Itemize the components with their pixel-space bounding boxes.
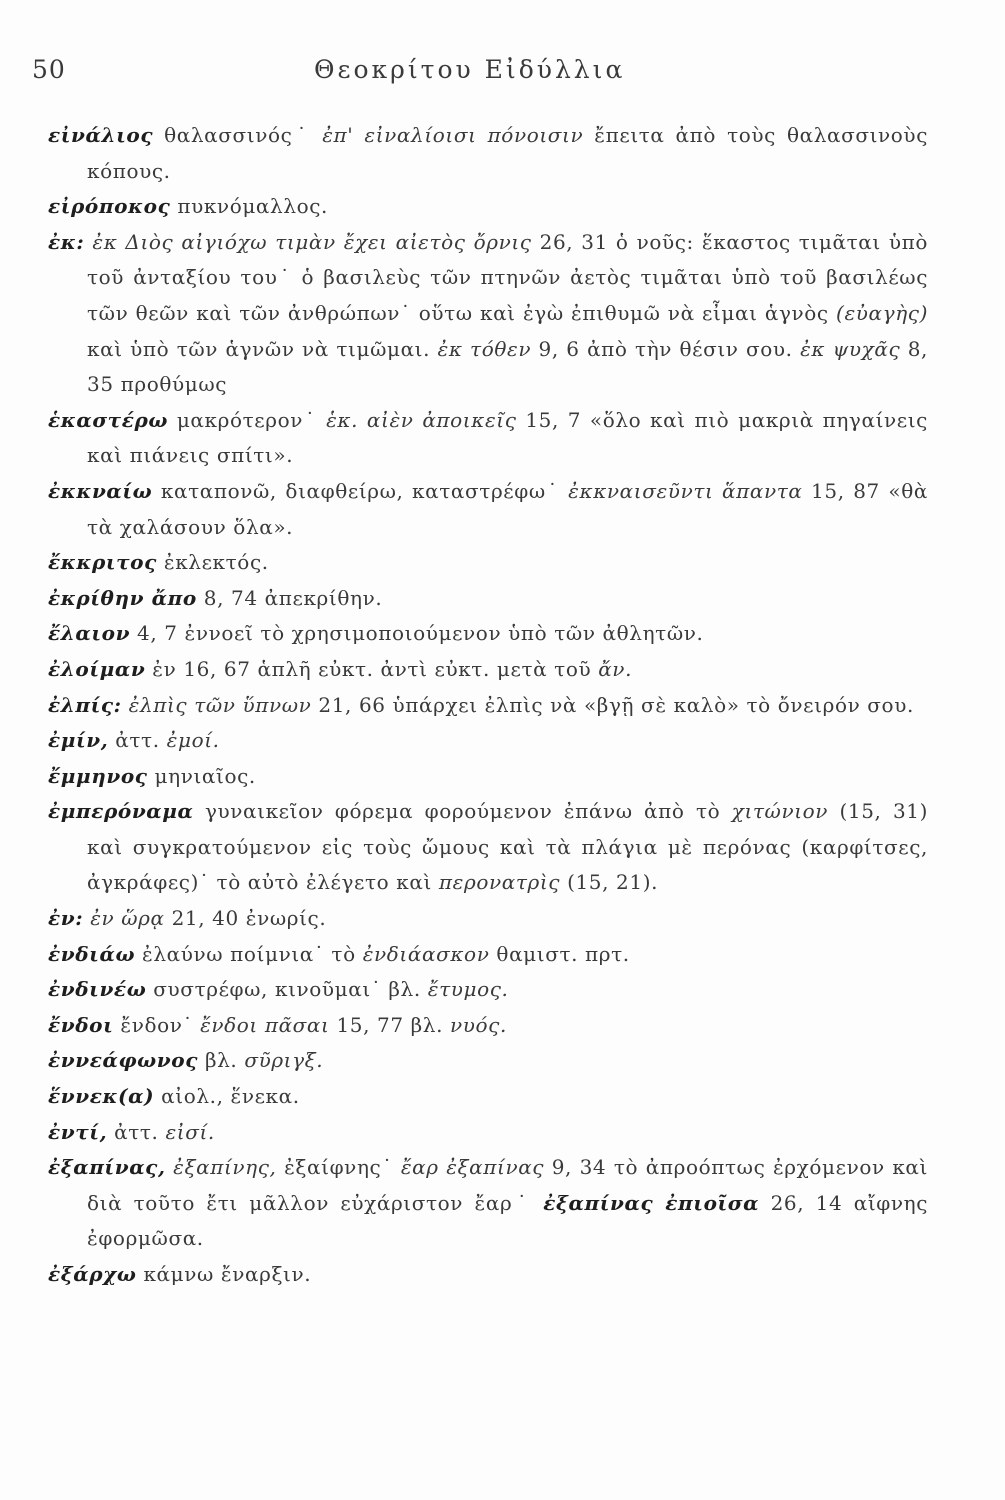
glossary-entry — [48, 403, 928, 474]
entry-headword: ἐντί, — [48, 1119, 108, 1144]
page-number: 50 — [32, 55, 66, 84]
entry-headword: εἰνάλιος — [48, 123, 154, 147]
entry-citation: ἔνδοι πᾶσαι — [200, 1012, 330, 1037]
glossary-entry — [48, 937, 928, 973]
running-header — [32, 55, 642, 95]
entry-headword: ἐξάρχω — [48, 1262, 137, 1286]
entry-headword: ἔλαιον — [48, 621, 131, 646]
entry-text: 15, 7 «ὅλο καὶ πιὸ μακριὰ πηγαίνεις καὶ πιάνεις σπίτι». — [87, 407, 928, 468]
glossary-entry — [48, 545, 928, 581]
entry-citation: ἐκ ψυχᾶς — [800, 336, 901, 361]
entry-text: πυκνόμαλλος. — [170, 194, 328, 219]
glossary-entry — [48, 901, 928, 937]
entry-text: κάμνω ἔναρξιν. — [136, 1262, 312, 1286]
entry-text: 8, 74 ἀπεκρίθην. — [196, 585, 383, 610]
entry-text: 21, 40 ἐνωρίς. — [164, 906, 327, 931]
entry-text: 8, 35 προθύμως — [87, 336, 929, 397]
entry-headword: ἐν: — [48, 906, 84, 931]
entry-text: 4, 7 ἐννοεῖ τὸ χρησιμοποιούμενον ὑπὸ τῶν ἀθλητῶν. — [130, 621, 704, 646]
entry-text: θαμιστ. πρτ. — [489, 941, 630, 966]
entry-text: 9, 34 τὸ ἀπροόπτως ἐρχόμενον καὶ διὰ τοῦτο ἔτι μᾶλλον εὐχάριστον ἔαρ˙ — [87, 1155, 928, 1215]
entry-text: γυναικεῖον φόρεμα φορούμενον ἐπάνω ἀπὸ τὸ — [193, 799, 732, 824]
entry-headword: ἔνδοι — [48, 1012, 114, 1037]
entry-text: μηνιαῖος. — [147, 763, 256, 788]
entry-citation: ἑκ. αἰὲν ἀποικεῖς — [326, 407, 517, 432]
entry-headword: ἐκρίθην ἄπο — [48, 585, 197, 610]
glossary-entry — [48, 118, 928, 189]
entry-citation: ἔτυμος. — [427, 977, 509, 1002]
entry-headword: ἐλπίς: — [48, 692, 122, 717]
entry-citation: εἰσί. — [165, 1119, 215, 1144]
glossary-entry — [48, 1008, 928, 1044]
entry-headword: ἐκκναίω — [48, 478, 153, 503]
entry-text: ἐκλεκτός. — [156, 550, 269, 575]
entry-citation: ἐκ τόθεν — [437, 336, 532, 361]
entry-text: (15, 31) καὶ συγκρατούμενον εἰς τοὺς ὤμους καὶ τὰ πλάγια μὲ περόνας (καρφίτσες, ἀγκράφες)˙ τὸ αὐτὸ ἐλέγετο καὶ — [87, 799, 928, 895]
entry-citation: χιτώνιον — [731, 799, 829, 824]
entry-text — [122, 693, 129, 717]
entry-headword: ἑκαστέρω — [48, 407, 169, 432]
entry-headword: ἐμίν, — [48, 728, 109, 753]
entry-headword: ἕννεκ(α) — [48, 1084, 155, 1109]
entry-text: ἔνδον˙ — [113, 1012, 201, 1037]
entry-headword: ἐνδινέω — [48, 977, 147, 1002]
glossary-entry — [48, 1043, 928, 1079]
entry-text: 26, 31 ὁ νοῦς: ἕκαστος τιμᾶται ὑπὸ τοῦ ἀνταξίου του˙ ὁ βασιλεὺς τῶν πτηνῶν ἀετὸς τιμᾶται ὑπὸ τοῦ βασιλέως τῶν θεῶν καὶ τῶν ἀνθρώπων˙ οὕτω καὶ ἐγὼ ἐπιθυμῶ νὰ εἶμαι ἁγνὸς — [87, 229, 928, 325]
glossary-entry — [48, 723, 928, 759]
glossary-entry — [48, 688, 928, 724]
entry-citation: ἐνδιάασκον — [362, 941, 490, 966]
entry-text: ἐν 16, 67 ἁπλῆ εὐκτ. ἀντὶ εὐκτ. μετὰ τοῦ — [145, 656, 599, 681]
entry-text: θαλασσινός˙ — [153, 123, 323, 147]
entry-text: συστρέφω, κινοῦμαι˙ βλ. — [146, 977, 428, 1002]
entry-text: ἐλαύνω ποίμνια˙ τὸ — [135, 941, 363, 966]
entry-citation: ἐκκναισεῦντι ἅπαντα — [568, 478, 803, 503]
glossary-entry — [48, 972, 928, 1008]
entry-text: μακρότερον˙ — [168, 407, 327, 432]
glossary-entry — [48, 1150, 928, 1257]
glossary-entry — [48, 581, 928, 617]
entry-text: 21, 66 ὑπάρχει ἐλπὶς νὰ «βγῇ σὲ καλὸ» τὸ ὄνειρόν σου. — [311, 692, 914, 717]
entry-text: (15, 21). — [560, 870, 659, 895]
glossary-entries — [48, 118, 928, 1293]
glossary-entry — [48, 1115, 928, 1151]
entry-text: καταπονῶ, διαφθείρω, καταστρέφω˙ — [152, 478, 569, 503]
entry-citation: ἐμοί. — [166, 728, 220, 753]
entry-text: 15, 87 «θὰ τὰ χαλάσουν ὅλα». — [87, 478, 929, 539]
entry-citation: ἄν. — [598, 656, 633, 681]
entry-text: ἀττ. — [107, 1119, 166, 1144]
entry-citation: ἔαρ ἐξαπίνας — [400, 1155, 545, 1180]
entry-subheadword: ἐξαπίνας ἐπιοῖσα — [543, 1190, 760, 1215]
entry-text: 15, 77 βλ. — [329, 1012, 450, 1037]
glossary-entry — [48, 189, 928, 225]
entry-citation: (εὐαγὴς) — [836, 300, 928, 325]
entry-citation: ἐκ Διὸς αἰγιόχω τιμὰν ἔχει αἰετὸς ὄρνις — [92, 229, 532, 254]
entry-citation: ἐπ' εἰναλίοισι πόνοισιν — [322, 123, 584, 147]
entry-headword: ἔκκριτος — [48, 550, 157, 575]
entry-citation: ἐν ὥρᾳ — [90, 906, 165, 931]
entry-headword: ἐνδιάω — [48, 941, 136, 966]
entry-headword: ἐλοίμαν — [48, 656, 146, 681]
glossary-entry — [48, 794, 928, 901]
entry-citation: ἐξαπίνης, — [173, 1155, 277, 1180]
entry-headword: ἐννεάφωνος — [48, 1048, 198, 1073]
entry-headword: ἐμπερόναμα — [48, 799, 194, 824]
entry-text: καὶ ὑπὸ τῶν ἁγνῶν νὰ τιμῶμαι. — [87, 336, 438, 361]
entry-headword: ἐκ: — [48, 229, 85, 254]
entry-text: βλ. — [198, 1048, 245, 1073]
entry-headword: ἐξαπίνας, — [48, 1155, 166, 1180]
glossary-entry — [48, 474, 928, 545]
entry-headword: εἰρόποκος — [48, 194, 171, 219]
glossary-entry — [48, 652, 928, 688]
entry-text: ἐξαίφνης˙ — [276, 1155, 401, 1180]
entry-text — [166, 1155, 174, 1179]
entry-citation: ἐλπὶς τῶν ὕπνων — [128, 692, 312, 717]
entry-text: αἰολ., ἕνεκα. — [154, 1084, 300, 1109]
entry-text: ἔπειτα ἀπὸ τοὺς θαλασσινοὺς κόπους. — [87, 123, 928, 183]
entry-citation: νυός. — [449, 1012, 507, 1037]
entry-citation: σῦριγξ. — [244, 1048, 324, 1073]
running-title: Θεοκρίτου Εἰδύλλια — [314, 55, 626, 84]
glossary-entry — [48, 616, 928, 652]
glossary-entry — [48, 759, 928, 795]
entry-text: 9, 6 ἀπὸ τὴν θέσιν σου. — [531, 336, 801, 361]
entry-text: ἀττ. — [108, 728, 167, 753]
entry-citation: περονατρὶς — [438, 870, 561, 895]
glossary-entry — [48, 225, 928, 403]
entry-text: 26, 14 αἴφνης ἐφορμῶσα. — [87, 1190, 929, 1251]
entry-headword: ἔμμηνος — [48, 763, 148, 788]
glossary-entry — [48, 1079, 928, 1115]
glossary-entry — [48, 1257, 928, 1293]
